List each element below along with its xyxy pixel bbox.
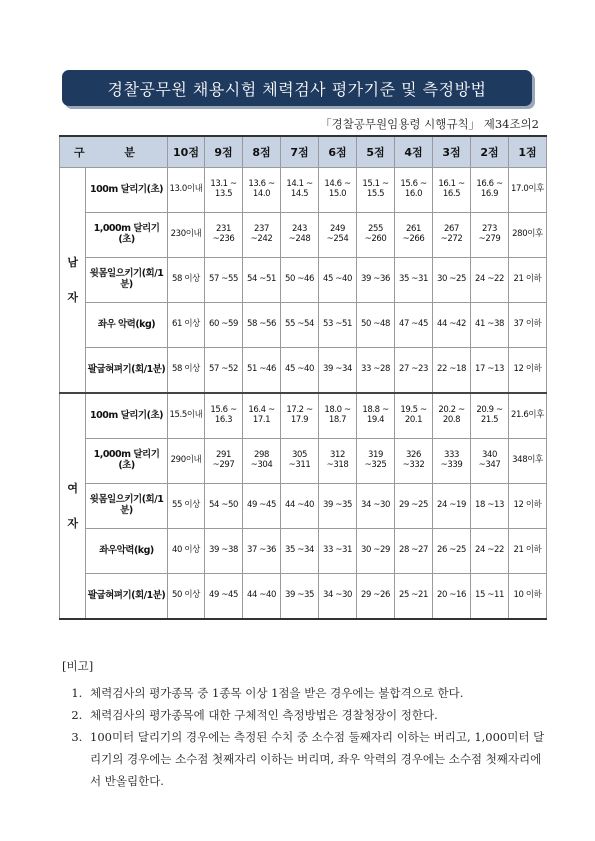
score-range-cell: 16.6 ~ 16.9 bbox=[471, 168, 509, 213]
score-range-cell: 231 ~236 bbox=[205, 213, 243, 258]
score-range-cell: 51 ~46 bbox=[243, 348, 281, 394]
score-range-cell: 54 ~50 bbox=[205, 484, 243, 529]
gender-label: 여 자 bbox=[67, 481, 78, 530]
score-range-cell: 18.8 ~ 19.4 bbox=[357, 393, 395, 439]
score-range-cell: 61 이상 bbox=[168, 303, 205, 348]
score-range-cell: 25 ~21 bbox=[395, 574, 433, 620]
note-item: 2. 체력검사의 평가종목에 대한 구체적인 측정방법은 경찰청장이 정한다. bbox=[86, 704, 547, 726]
table-row bbox=[60, 439, 547, 484]
score-range-cell: 230이내 bbox=[168, 213, 205, 258]
score-range-cell: 15.6 ~ 16.3 bbox=[205, 393, 243, 439]
score-range-cell: 305 ~311 bbox=[281, 439, 319, 484]
score-range-cell: 37 이하 bbox=[509, 303, 547, 348]
event-name: 팔굽혀펴기(회/1분) bbox=[86, 348, 168, 394]
score-range-cell: 280이후 bbox=[509, 213, 547, 258]
score-range-cell: 39 ~38 bbox=[205, 529, 243, 574]
score-range-cell: 50 ~48 bbox=[357, 303, 395, 348]
score-range-cell: 273 ~279 bbox=[471, 213, 509, 258]
header-division: 구 분 bbox=[60, 136, 168, 168]
score-range-cell: 348이후 bbox=[509, 439, 547, 484]
score-range-cell: 261 ~266 bbox=[395, 213, 433, 258]
event-name: 100m 달리기(초) bbox=[86, 168, 168, 213]
event-name: 좌우악력(kg) bbox=[86, 529, 168, 574]
score-range-cell: 35 ~34 bbox=[281, 529, 319, 574]
score-range-cell: 15.6 ~ 16.0 bbox=[395, 168, 433, 213]
score-range-cell: 57 ~55 bbox=[205, 258, 243, 303]
note-item: 3. 100미터 달리기의 경우에는 측정된 수치 중 소수점 둘째자리 이하는 버리고, 1,000미터 달리기의 경우에는 소수점 첫째자리 이하는 버리며, 좌우 악력의 경우에는 소수점 첫째자리에서 반올림한다. bbox=[86, 726, 547, 792]
score-range-cell: 13.1 ~ 13.5 bbox=[205, 168, 243, 213]
header-score: 2점 bbox=[471, 136, 509, 168]
notes-section bbox=[62, 658, 547, 792]
score-range-cell: 21.6이후 bbox=[509, 393, 547, 439]
event-name: 좌우 악력(kg) bbox=[86, 303, 168, 348]
score-range-cell: 39 ~35 bbox=[319, 484, 357, 529]
table-row bbox=[60, 393, 547, 439]
score-range-cell: 41 ~38 bbox=[471, 303, 509, 348]
score-range-cell: 18.0 ~ 18.7 bbox=[319, 393, 357, 439]
score-range-cell: 26 ~25 bbox=[433, 529, 471, 574]
event-name: 1,000m 달리기(초) bbox=[86, 213, 168, 258]
score-range-cell: 28 ~27 bbox=[395, 529, 433, 574]
score-range-cell: 19.5 ~ 20.1 bbox=[395, 393, 433, 439]
score-range-cell: 35 ~31 bbox=[395, 258, 433, 303]
score-range-cell: 29 ~25 bbox=[395, 484, 433, 529]
table-row bbox=[60, 484, 547, 529]
score-range-cell: 39 ~36 bbox=[357, 258, 395, 303]
score-range-cell: 40 이상 bbox=[168, 529, 205, 574]
score-range-cell: 34 ~30 bbox=[357, 484, 395, 529]
score-range-cell: 55 ~54 bbox=[281, 303, 319, 348]
score-range-cell: 18 ~13 bbox=[471, 484, 509, 529]
score-range-cell: 291 ~297 bbox=[205, 439, 243, 484]
score-range-cell: 57 ~52 bbox=[205, 348, 243, 394]
score-range-cell: 33 ~31 bbox=[319, 529, 357, 574]
header-score: 3점 bbox=[433, 136, 471, 168]
header-score: 5점 bbox=[357, 136, 395, 168]
score-range-cell: 34 ~30 bbox=[319, 574, 357, 620]
header-score: 1점 bbox=[509, 136, 547, 168]
page-title: 경찰공무원 채용시험 체력검사 평가기준 및 측정방법 bbox=[107, 79, 487, 99]
table-header-row bbox=[60, 136, 547, 168]
event-name: 100m 달리기(초) bbox=[86, 393, 168, 439]
score-range-cell: 45 ~40 bbox=[319, 258, 357, 303]
fitness-criteria-table bbox=[59, 135, 547, 620]
header-score: 7점 bbox=[281, 136, 319, 168]
score-range-cell: 44 ~42 bbox=[433, 303, 471, 348]
score-range-cell: 49 ~45 bbox=[243, 484, 281, 529]
score-range-cell: 45 ~40 bbox=[281, 348, 319, 394]
score-range-cell: 30 ~25 bbox=[433, 258, 471, 303]
score-range-cell: 15.5이내 bbox=[168, 393, 205, 439]
table-row bbox=[60, 574, 547, 620]
score-range-cell: 237 ~242 bbox=[243, 213, 281, 258]
score-range-cell: 319 ~325 bbox=[357, 439, 395, 484]
score-range-cell: 54 ~51 bbox=[243, 258, 281, 303]
score-range-cell: 15.1 ~ 15.5 bbox=[357, 168, 395, 213]
score-range-cell: 44 ~40 bbox=[243, 574, 281, 620]
score-range-cell: 49 ~45 bbox=[205, 574, 243, 620]
table-row bbox=[60, 258, 547, 303]
score-range-cell: 267 ~272 bbox=[433, 213, 471, 258]
score-range-cell: 340 ~347 bbox=[471, 439, 509, 484]
score-range-cell: 24 ~22 bbox=[471, 529, 509, 574]
score-range-cell: 243 ~248 bbox=[281, 213, 319, 258]
score-range-cell: 39 ~35 bbox=[281, 574, 319, 620]
score-range-cell: 50 이상 bbox=[168, 574, 205, 620]
score-range-cell: 20.9 ~ 21.5 bbox=[471, 393, 509, 439]
table-row bbox=[60, 168, 547, 213]
score-range-cell: 53 ~51 bbox=[319, 303, 357, 348]
event-name: 팔굽혀펴기(회/1분) bbox=[86, 574, 168, 620]
score-range-cell: 29 ~26 bbox=[357, 574, 395, 620]
event-name: 윗몸일으키기(회/1분) bbox=[86, 258, 168, 303]
notes-list bbox=[62, 682, 547, 792]
table-row bbox=[60, 348, 547, 394]
score-range-cell: 255 ~260 bbox=[357, 213, 395, 258]
score-range-cell: 58 ~56 bbox=[243, 303, 281, 348]
score-range-cell: 16.4 ~ 17.1 bbox=[243, 393, 281, 439]
score-range-cell: 290이내 bbox=[168, 439, 205, 484]
legal-reference: 「경찰공무원임용령 시행규칙」 제34조의2 bbox=[320, 117, 539, 131]
score-range-cell: 30 ~29 bbox=[357, 529, 395, 574]
header-score: 6점 bbox=[319, 136, 357, 168]
score-range-cell: 13.0이내 bbox=[168, 168, 205, 213]
score-range-cell: 312 ~318 bbox=[319, 439, 357, 484]
score-range-cell: 333 ~339 bbox=[433, 439, 471, 484]
score-range-cell: 12 이하 bbox=[509, 484, 547, 529]
score-range-cell: 326 ~332 bbox=[395, 439, 433, 484]
score-range-cell: 21 이하 bbox=[509, 529, 547, 574]
score-range-cell: 20 ~16 bbox=[433, 574, 471, 620]
score-range-cell: 55 이상 bbox=[168, 484, 205, 529]
score-range-cell: 50 ~46 bbox=[281, 258, 319, 303]
score-range-cell: 60 ~59 bbox=[205, 303, 243, 348]
score-range-cell: 16.1 ~ 16.5 bbox=[433, 168, 471, 213]
note-item: 1. 체력검사의 평가종목 중 1종목 이상 1점을 받은 경우에는 불합격으로 한다. bbox=[86, 682, 547, 704]
score-range-cell: 47 ~45 bbox=[395, 303, 433, 348]
notes-heading: [비고] bbox=[62, 659, 94, 673]
header-score: 4점 bbox=[395, 136, 433, 168]
score-range-cell: 22 ~18 bbox=[433, 348, 471, 394]
score-range-cell: 27 ~23 bbox=[395, 348, 433, 394]
score-range-cell: 44 ~40 bbox=[281, 484, 319, 529]
score-range-cell: 13.6 ~ 14.0 bbox=[243, 168, 281, 213]
score-range-cell: 12 이하 bbox=[509, 348, 547, 394]
title-banner bbox=[62, 70, 532, 106]
score-range-cell: 249 ~254 bbox=[319, 213, 357, 258]
score-range-cell: 58 이상 bbox=[168, 258, 205, 303]
score-range-cell: 39 ~34 bbox=[319, 348, 357, 394]
header-score: 10점 bbox=[168, 136, 205, 168]
table-row bbox=[60, 213, 547, 258]
gender-cell bbox=[60, 168, 86, 394]
table-row bbox=[60, 529, 547, 574]
score-range-cell: 14.6 ~ 15.0 bbox=[319, 168, 357, 213]
score-range-cell: 10 이하 bbox=[509, 574, 547, 620]
score-range-cell: 20.2 ~ 20.8 bbox=[433, 393, 471, 439]
score-range-cell: 15 ~11 bbox=[471, 574, 509, 620]
score-range-cell: 17 ~13 bbox=[471, 348, 509, 394]
event-name: 1,000m 달리기(초) bbox=[86, 439, 168, 484]
score-range-cell: 298 ~304 bbox=[243, 439, 281, 484]
score-range-cell: 33 ~28 bbox=[357, 348, 395, 394]
score-range-cell: 17.2 ~ 17.9 bbox=[281, 393, 319, 439]
score-range-cell: 24 ~19 bbox=[433, 484, 471, 529]
gender-cell bbox=[60, 393, 86, 619]
event-name: 윗몸일으키기(회/1분) bbox=[86, 484, 168, 529]
score-range-cell: 37 ~36 bbox=[243, 529, 281, 574]
score-range-cell: 24 ~22 bbox=[471, 258, 509, 303]
score-range-cell: 58 이상 bbox=[168, 348, 205, 394]
header-score: 9점 bbox=[205, 136, 243, 168]
score-range-cell: 21 이하 bbox=[509, 258, 547, 303]
table-row bbox=[60, 303, 547, 348]
gender-label: 남 자 bbox=[67, 255, 78, 304]
score-range-cell: 17.0이후 bbox=[509, 168, 547, 213]
header-score: 8점 bbox=[243, 136, 281, 168]
score-range-cell: 14.1 ~ 14.5 bbox=[281, 168, 319, 213]
